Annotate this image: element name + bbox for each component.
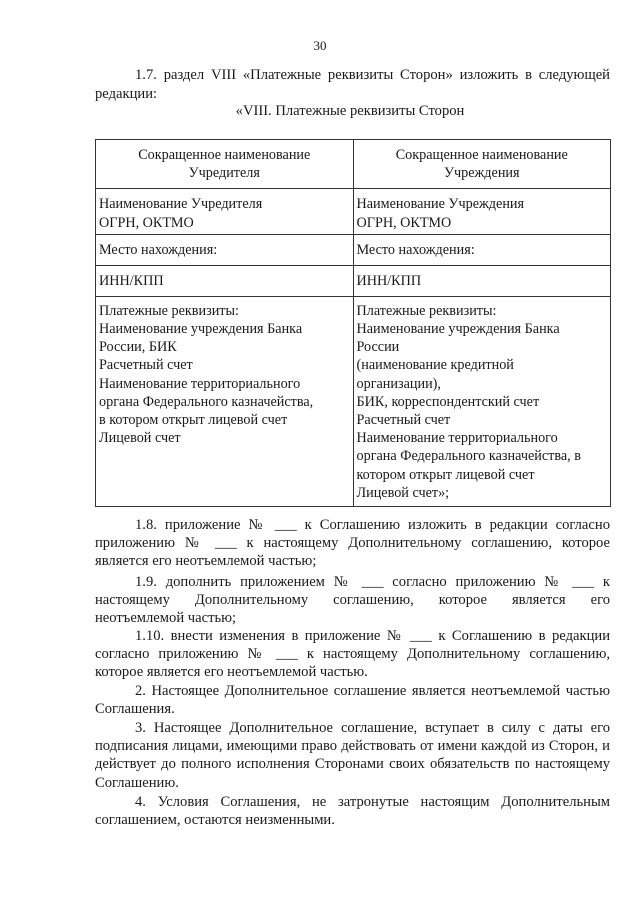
cell-text: Наименование территориального — [99, 375, 301, 392]
table-row — [96, 296, 611, 506]
founder-payment-cell — [96, 296, 354, 506]
cell-text: Лицевой счет»; — [356, 484, 450, 501]
table-row — [96, 234, 611, 265]
cell-text: в котором открыт лицевой счет — [99, 412, 288, 429]
header-institution-cell — [353, 140, 611, 189]
cell-text: Сокращенное наименование — [138, 147, 311, 163]
paragraph-1-9-line-3: неотъемлемой частью; — [95, 610, 237, 626]
cell-text: Наименование Учредителя — [99, 196, 263, 213]
cell-text: органа Федерального казначейства, в — [356, 448, 581, 465]
cell-text: котором открыт лицевой счет — [356, 466, 535, 483]
founder-name-cell — [96, 189, 354, 234]
founder-location-cell: Место нахождения: — [96, 234, 354, 265]
intro-line-2: редакции: — [95, 86, 158, 102]
cell-text: Лицевой счет — [99, 430, 181, 447]
intro-line-1: 1.7. раздел VIII «Платежные реквизиты Сторон» изложить в следующей — [135, 67, 610, 83]
institution-name-cell — [353, 189, 611, 234]
cell-text: органа Федерального казначейства, — [99, 393, 314, 410]
cell-text: Расчетный счет — [99, 357, 193, 374]
cell-text: Учреждения — [443, 165, 520, 182]
cell-text: Платежные реквизиты: — [99, 302, 239, 319]
header-founder-cell — [96, 140, 354, 189]
cell-text: БИК, корреспондентский счет — [356, 393, 540, 410]
cell-text: организации), — [356, 375, 441, 392]
cell-text: Наименование учреждения Банка — [99, 321, 303, 338]
section-heading: «VIII. Платежные реквизиты Сторон — [235, 103, 465, 119]
page-number: 30 — [313, 38, 327, 53]
paragraph-2: 2. Настоящее Дополнительное соглашение является неотъемлемой частью Соглашения. — [95, 683, 610, 718]
table-row — [96, 189, 611, 234]
cell-text: (наименование кредитной — [356, 357, 514, 374]
cell-text: Наименование территориального — [356, 430, 558, 447]
paragraph-1-9-line-2: настоящему Дополнительному соглашению, которое является его — [95, 592, 610, 608]
institution-location-cell: Место нахождения: — [353, 234, 611, 265]
cell-text: Учредителя — [188, 165, 260, 182]
paragraph-3: 3. Настоящее Дополнительное соглашение, вступает в силу с даты его подписания лицами, имеющими право действовать от имени каждой из Сторон, и действует до полного исполнения Сторонами своих обязательств по настоящему Соглашению. — [95, 720, 610, 791]
cell-text: России, БИК — [99, 339, 177, 356]
paragraph-1-10: 1.10. внести изменения в приложение № ___ к Соглашению в редакции согласно приложению № ___ к настоящему Дополнительному соглашению, которое является его неотъемлемой частью. — [95, 628, 610, 681]
payment-details-table — [95, 139, 611, 507]
founder-inn-cell: ИНН/КПП — [96, 265, 354, 296]
cell-text: России — [356, 339, 400, 356]
cell-text: Наименование учреждения Банка — [356, 321, 560, 338]
cell-text: Сокращенное наименование — [395, 147, 568, 163]
cell-text: Платежные реквизиты: — [356, 302, 497, 319]
table-row — [96, 265, 611, 296]
cell-text: Наименование Учреждения — [356, 196, 525, 213]
cell-text: ОГРН, ОКТМО — [99, 214, 194, 231]
table-header-row — [96, 140, 611, 189]
cell-text: Расчетный счет — [356, 412, 451, 429]
cell-text: ОГРН, ОКТМО — [356, 214, 452, 231]
institution-inn-cell: ИНН/КПП — [353, 265, 611, 296]
paragraph-1-8: 1.8. приложение № ___ к Соглашению изложить в редакции согласно приложению № ___ к настоящему Дополнительному соглашению, которое является его неотъемлемой частью; — [95, 517, 610, 570]
paragraph-4: 4. Условия Соглашения, не затронутые настоящим Дополнительным соглашением, остаются неизменными. — [95, 794, 610, 829]
institution-payment-cell — [353, 296, 611, 506]
paragraph-1-9-line-1: 1.9. дополнить приложением № ___ согласно приложению № ___ к — [135, 574, 610, 590]
